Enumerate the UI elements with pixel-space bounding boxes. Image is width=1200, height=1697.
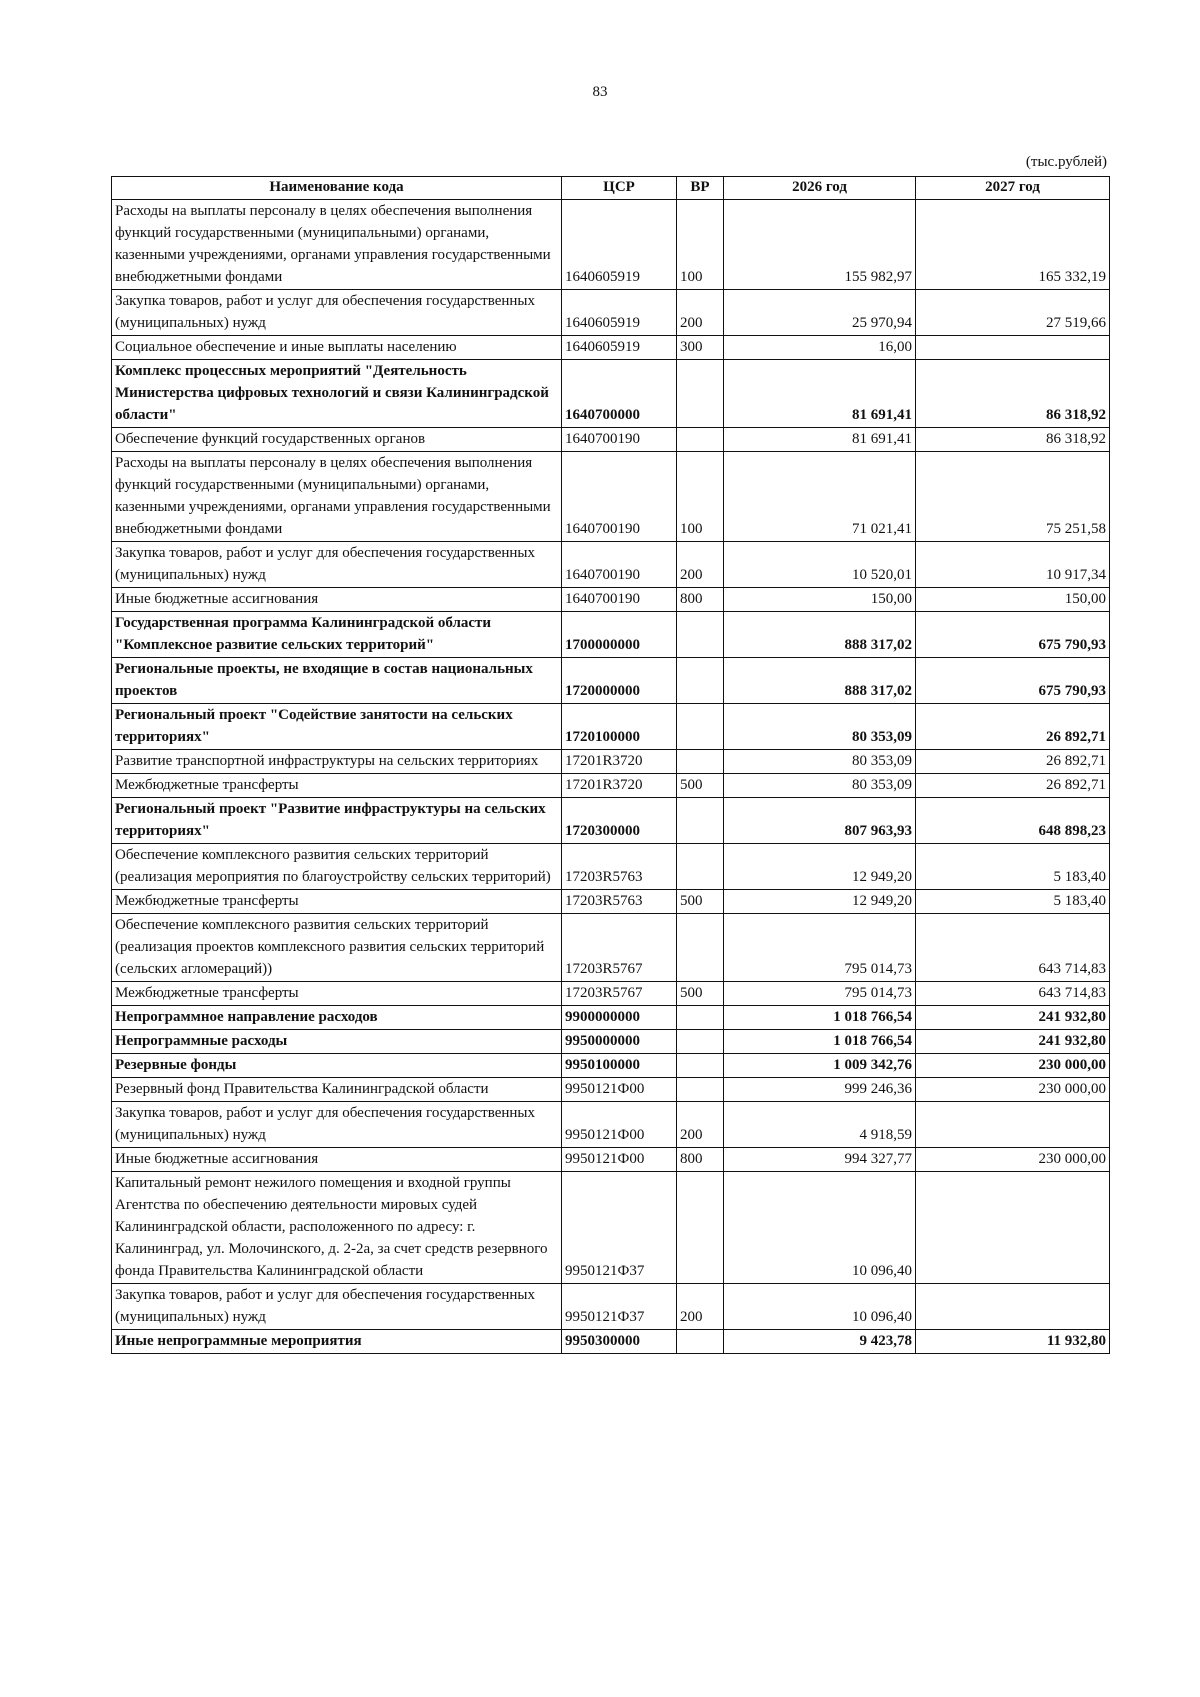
row-csr: 1720000000	[562, 658, 677, 704]
page-number: 83	[592, 84, 608, 100]
row-2027: 230 000,00	[916, 1148, 1110, 1172]
row-2026: 71 021,41	[724, 452, 916, 542]
row-2026: 999 246,36	[724, 1078, 916, 1102]
row-vr: 200	[677, 542, 724, 588]
row-2027	[916, 336, 1110, 360]
row-csr: 1720300000	[562, 798, 677, 844]
row-name: Закупка товаров, работ и услуг для обеспечения государственных (муниципальных) нужд	[112, 1284, 562, 1330]
row-csr: 1640605919	[562, 336, 677, 360]
row-vr: 200	[677, 1102, 724, 1148]
header-vr: ВР	[677, 177, 724, 200]
row-2026: 25 970,94	[724, 290, 916, 336]
header-csr: ЦСР	[562, 177, 677, 200]
header-name: Наименование кода	[112, 177, 562, 200]
row-name: Региональный проект "Содействие занятости на сельских территориях"	[112, 704, 562, 750]
row-2026: 795 014,73	[724, 914, 916, 982]
table-row	[112, 200, 1110, 290]
table-row	[112, 704, 1110, 750]
row-2027: 230 000,00	[916, 1054, 1110, 1078]
row-name: Региональный проект "Развитие инфраструктуры на сельских территориях"	[112, 798, 562, 844]
table-row	[112, 1054, 1110, 1078]
row-csr: 17201R3720	[562, 774, 677, 798]
row-name: Обеспечение функций государственных органов	[112, 428, 562, 452]
table-row	[112, 1078, 1110, 1102]
row-vr	[677, 704, 724, 750]
row-2026: 10 096,40	[724, 1284, 916, 1330]
row-vr: 500	[677, 774, 724, 798]
table-row	[112, 1284, 1110, 1330]
table-row	[112, 290, 1110, 336]
row-csr: 17201R3720	[562, 750, 677, 774]
row-csr: 9950300000	[562, 1330, 677, 1354]
row-name: Межбюджетные трансферты	[112, 774, 562, 798]
row-csr: 1640605919	[562, 200, 677, 290]
row-csr: 1640700190	[562, 588, 677, 612]
row-name: Капитальный ремонт нежилого помещения и входной группы Агентства по обеспечению деятельности мировых судей Калининградской области, расположенного по адресу: г. Калининград, ул. Молочинского, д. 2-2а, за счет средств резервного фонда Правительства Калининградской области	[112, 1172, 562, 1284]
row-name: Непрограммное направление расходов	[112, 1006, 562, 1030]
table-row	[112, 1006, 1110, 1030]
table-row	[112, 914, 1110, 982]
row-csr: 17203R5763	[562, 844, 677, 890]
row-vr: 500	[677, 890, 724, 914]
row-csr: 9950000000	[562, 1030, 677, 1054]
row-name: Резервный фонд Правительства Калининградской области	[112, 1078, 562, 1102]
table-row	[112, 750, 1110, 774]
row-name: Межбюджетные трансферты	[112, 890, 562, 914]
row-2027: 648 898,23	[916, 798, 1110, 844]
budget-table	[111, 176, 1110, 1354]
row-2027: 86 318,92	[916, 360, 1110, 428]
row-2026: 81 691,41	[724, 428, 916, 452]
row-2027: 643 714,83	[916, 982, 1110, 1006]
row-vr	[677, 750, 724, 774]
row-name: Закупка товаров, работ и услуг для обеспечения государственных (муниципальных) нужд	[112, 1102, 562, 1148]
row-csr: 1640605919	[562, 290, 677, 336]
row-name: Комплекс процессных мероприятий "Деятельность Министерства цифровых технологий и связи Калининградской области"	[112, 360, 562, 428]
row-2026: 81 691,41	[724, 360, 916, 428]
table-row	[112, 588, 1110, 612]
row-csr: 17203R5767	[562, 982, 677, 1006]
row-2026: 10 520,01	[724, 542, 916, 588]
table-row	[112, 1330, 1110, 1354]
table-row	[112, 1172, 1110, 1284]
row-2026: 994 327,77	[724, 1148, 916, 1172]
row-name: Резервные фонды	[112, 1054, 562, 1078]
row-2026: 80 353,09	[724, 704, 916, 750]
row-2027: 75 251,58	[916, 452, 1110, 542]
row-2026: 10 096,40	[724, 1172, 916, 1284]
row-name: Региональные проекты, не входящие в состав национальных проектов	[112, 658, 562, 704]
row-2026: 80 353,09	[724, 750, 916, 774]
table-header-row	[112, 177, 1110, 200]
row-2026: 155 982,97	[724, 200, 916, 290]
row-2027	[916, 1102, 1110, 1148]
row-csr: 9950100000	[562, 1054, 677, 1078]
row-name: Закупка товаров, работ и услуг для обеспечения государственных (муниципальных) нужд	[112, 542, 562, 588]
row-name: Расходы на выплаты персоналу в целях обеспечения выполнения функций государственными (муниципальными) органами, казенными учреждениями, органами управления государственными внебюджетными фондами	[112, 452, 562, 542]
row-name: Развитие транспортной инфраструктуры на сельских территориях	[112, 750, 562, 774]
row-name: Социальное обеспечение и иные выплаты населению	[112, 336, 562, 360]
table-row	[112, 1030, 1110, 1054]
row-2027: 165 332,19	[916, 200, 1110, 290]
row-csr: 1720100000	[562, 704, 677, 750]
table-row	[112, 1148, 1110, 1172]
row-vr	[677, 1006, 724, 1030]
row-2026: 12 949,20	[724, 844, 916, 890]
row-2027: 241 932,80	[916, 1030, 1110, 1054]
row-2027: 675 790,93	[916, 612, 1110, 658]
units-label: (тыс.рублей)	[1025, 154, 1107, 170]
row-name: Государственная программа Калининградской области "Комплексное развитие сельских территорий"	[112, 612, 562, 658]
row-vr	[677, 1054, 724, 1078]
header-2026: 2026 год	[724, 177, 916, 200]
row-2027: 643 714,83	[916, 914, 1110, 982]
row-2026: 150,00	[724, 588, 916, 612]
row-vr: 200	[677, 1284, 724, 1330]
row-vr	[677, 1172, 724, 1284]
row-2027: 11 932,80	[916, 1330, 1110, 1354]
row-vr: 100	[677, 452, 724, 542]
row-csr: 1640700190	[562, 428, 677, 452]
row-2027	[916, 1172, 1110, 1284]
row-vr: 800	[677, 1148, 724, 1172]
row-name: Межбюджетные трансферты	[112, 982, 562, 1006]
row-vr: 800	[677, 588, 724, 612]
row-2026: 888 317,02	[724, 658, 916, 704]
row-2027: 230 000,00	[916, 1078, 1110, 1102]
row-vr: 300	[677, 336, 724, 360]
row-vr	[677, 360, 724, 428]
row-name: Обеспечение комплексного развития сельских территорий (реализация проектов комплексного развития сельских территорий (сельских агломераций))	[112, 914, 562, 982]
row-csr: 9950121Ф37	[562, 1284, 677, 1330]
row-csr: 9900000000	[562, 1006, 677, 1030]
row-2026: 12 949,20	[724, 890, 916, 914]
row-vr	[677, 612, 724, 658]
row-name: Иные бюджетные ассигнования	[112, 588, 562, 612]
row-2026: 16,00	[724, 336, 916, 360]
row-vr: 100	[677, 200, 724, 290]
row-2026: 80 353,09	[724, 774, 916, 798]
row-vr	[677, 1078, 724, 1102]
row-2026: 888 317,02	[724, 612, 916, 658]
row-vr	[677, 914, 724, 982]
row-2026: 807 963,93	[724, 798, 916, 844]
row-csr: 17203R5763	[562, 890, 677, 914]
row-2027: 26 892,71	[916, 750, 1110, 774]
row-csr: 9950121Ф00	[562, 1078, 677, 1102]
row-csr: 1700000000	[562, 612, 677, 658]
header-2027: 2027 год	[916, 177, 1110, 200]
row-name: Непрограммные расходы	[112, 1030, 562, 1054]
table-row	[112, 336, 1110, 360]
row-2027: 26 892,71	[916, 774, 1110, 798]
row-vr: 200	[677, 290, 724, 336]
row-csr: 1640700000	[562, 360, 677, 428]
table-row	[112, 360, 1110, 428]
row-name: Иные непрограммные мероприятия	[112, 1330, 562, 1354]
row-2027: 10 917,34	[916, 542, 1110, 588]
row-vr: 500	[677, 982, 724, 1006]
row-name: Расходы на выплаты персоналу в целях обеспечения выполнения функций государственными (муниципальными) органами, казенными учреждениями, органами управления государственными внебюджетными фондами	[112, 200, 562, 290]
row-2026: 9 423,78	[724, 1330, 916, 1354]
row-csr: 9950121Ф00	[562, 1148, 677, 1172]
row-2027: 241 932,80	[916, 1006, 1110, 1030]
table-row	[112, 428, 1110, 452]
row-name: Обеспечение комплексного развития сельских территорий (реализация мероприятия по благоустройству сельских территорий)	[112, 844, 562, 890]
table-row	[112, 890, 1110, 914]
table-row	[112, 844, 1110, 890]
row-vr	[677, 1030, 724, 1054]
table-row	[112, 774, 1110, 798]
row-2026: 1 018 766,54	[724, 1006, 916, 1030]
row-csr: 9950121Ф37	[562, 1172, 677, 1284]
row-csr: 9950121Ф00	[562, 1102, 677, 1148]
row-2027: 675 790,93	[916, 658, 1110, 704]
row-2026: 1 018 766,54	[724, 1030, 916, 1054]
row-2027: 86 318,92	[916, 428, 1110, 452]
table-row	[112, 982, 1110, 1006]
table-row	[112, 542, 1110, 588]
row-2027: 150,00	[916, 588, 1110, 612]
row-vr	[677, 844, 724, 890]
table-body	[112, 200, 1110, 1354]
row-2027: 27 519,66	[916, 290, 1110, 336]
row-2027: 5 183,40	[916, 890, 1110, 914]
row-vr	[677, 428, 724, 452]
row-csr: 1640700190	[562, 542, 677, 588]
row-csr: 1640700190	[562, 452, 677, 542]
row-csr: 17203R5767	[562, 914, 677, 982]
row-name: Иные бюджетные ассигнования	[112, 1148, 562, 1172]
row-2026: 4 918,59	[724, 1102, 916, 1148]
row-vr	[677, 1330, 724, 1354]
table-row	[112, 1102, 1110, 1148]
row-vr	[677, 798, 724, 844]
table-row	[112, 798, 1110, 844]
row-2027: 5 183,40	[916, 844, 1110, 890]
row-2027: 26 892,71	[916, 704, 1110, 750]
table-row	[112, 658, 1110, 704]
table-row	[112, 452, 1110, 542]
table-row	[112, 612, 1110, 658]
row-2027	[916, 1284, 1110, 1330]
row-2026: 795 014,73	[724, 982, 916, 1006]
row-2026: 1 009 342,76	[724, 1054, 916, 1078]
row-vr	[677, 658, 724, 704]
row-name: Закупка товаров, работ и услуг для обеспечения государственных (муниципальных) нужд	[112, 290, 562, 336]
